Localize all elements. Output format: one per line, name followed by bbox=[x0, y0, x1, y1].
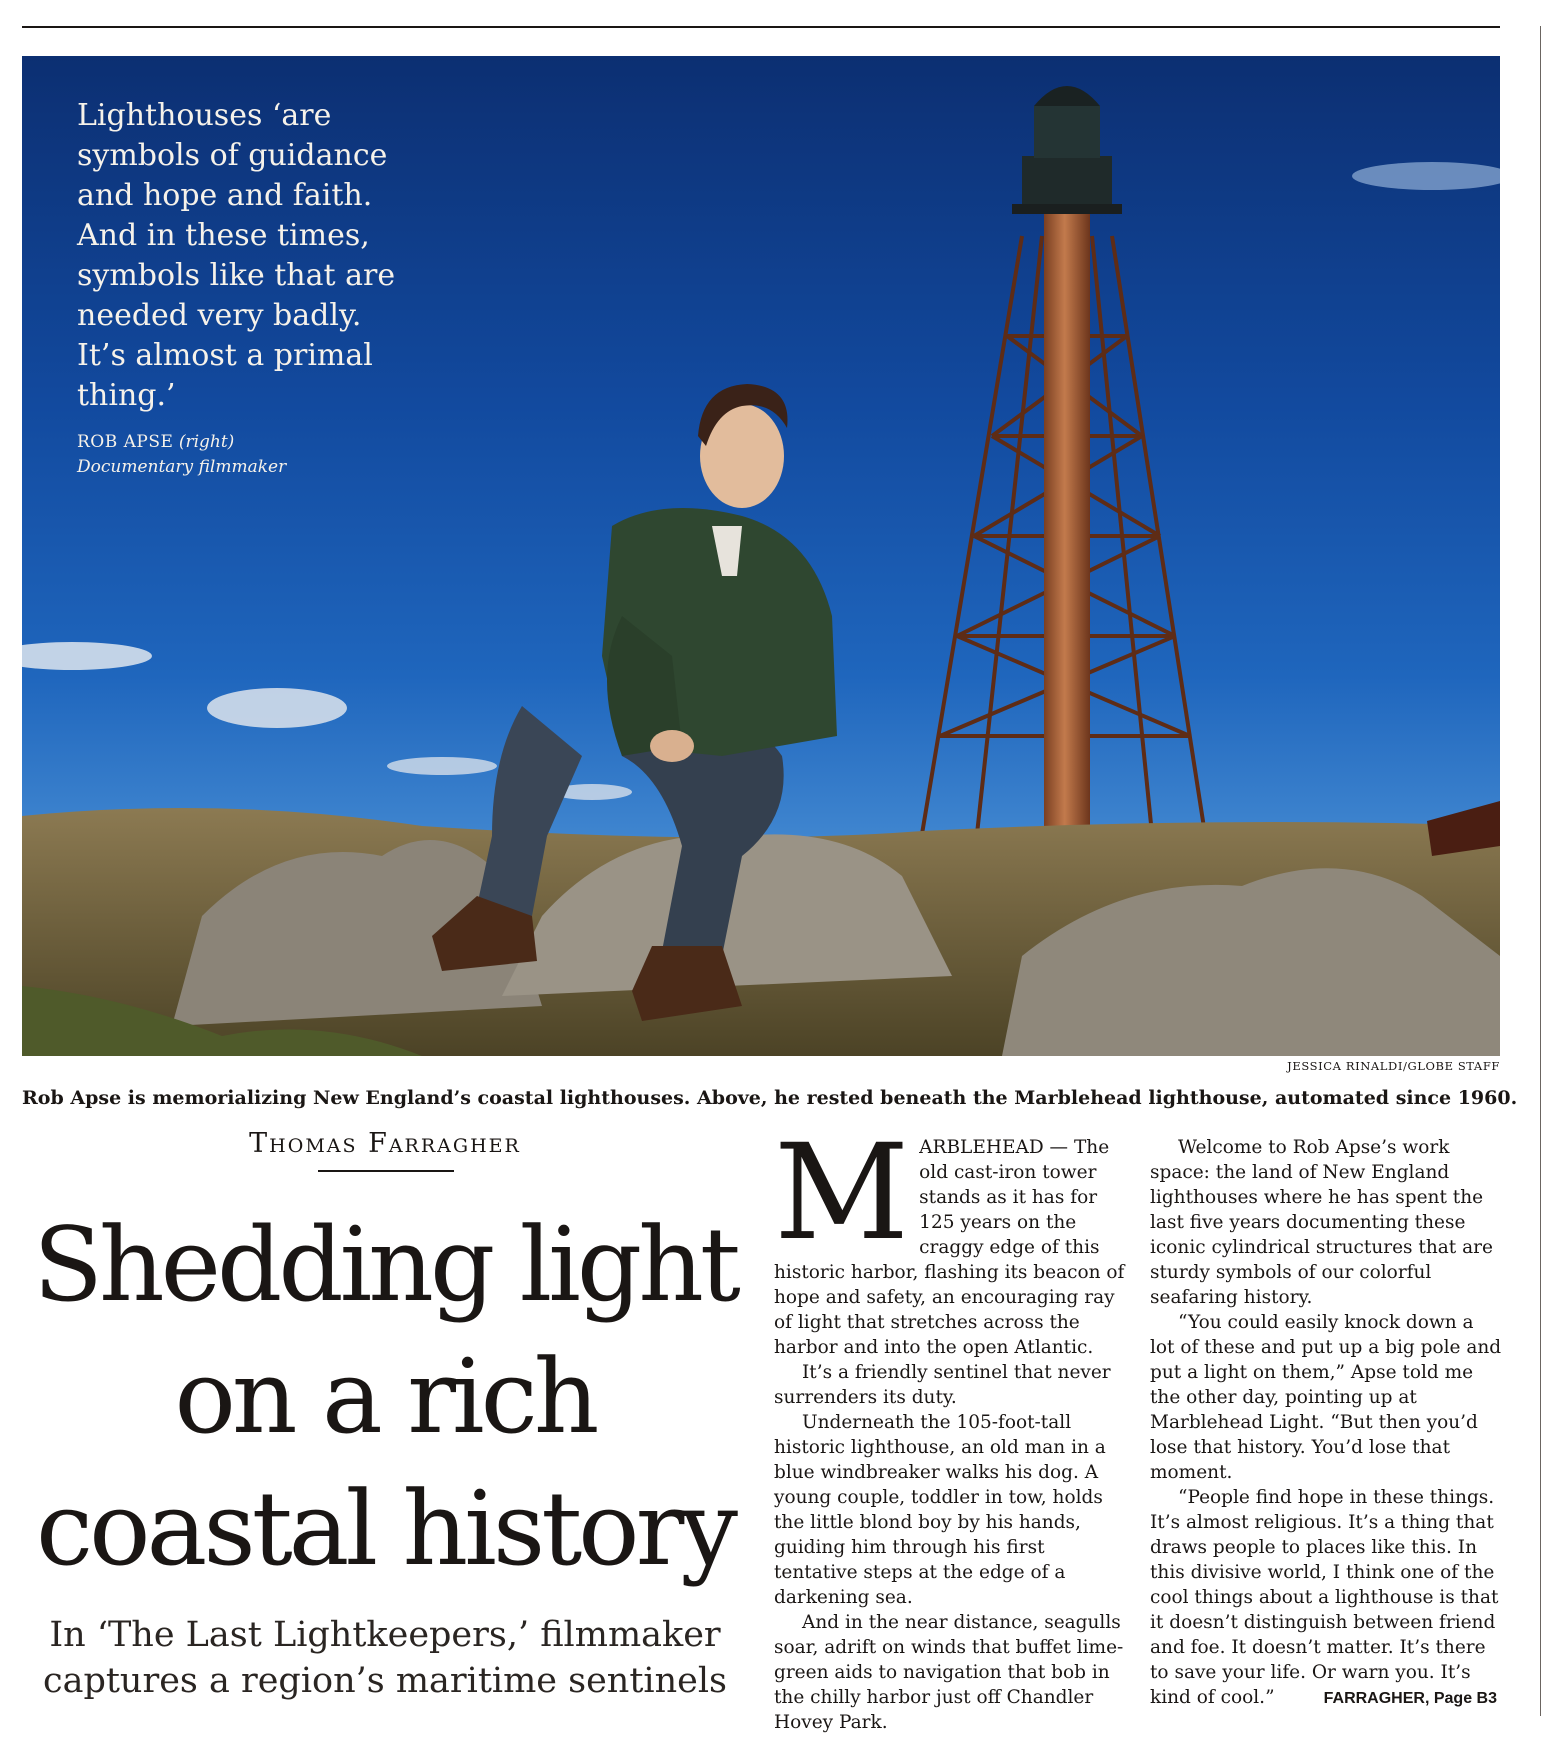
drop-cap: M bbox=[774, 1116, 910, 1270]
paragraph: Underneath the 105-foot-tall historic lighthouse, an old man in a blue windbreaker walks his dog. A young couple, toddler in tow, holds the little blond boy by his hands, guiding him through his first tentative steps at the edge of a darkening sea. bbox=[774, 1412, 1106, 1608]
lead-text: ARBLEHEAD — The old cast-iron tower stands as it has for 125 years on the craggy edge of this historic harbor, flashing its beacon of hope and safety, an encouraging ray of light that stretches across the harbor and into the open Atlantic. bbox=[774, 1137, 1125, 1358]
attribution-note: (right) bbox=[178, 432, 235, 452]
column-rule bbox=[1540, 26, 1541, 1716]
paragraph: Welcome to Rob Apse’s work space: the land of New England lighthouses where he has spent the last five years documenting these iconic cylindrical structures that are sturdy symbols of our colorful seafaring history. bbox=[1150, 1137, 1493, 1308]
attribution-name: ROB APSE bbox=[77, 432, 174, 452]
article-column-1 bbox=[774, 1116, 1126, 1735]
paragraph: “You could easily knock down a lot of these and put up a big pole and put a light on them,” Apse told me the other day, pointing up at Marblehead Light. “But then you’d lose that history. You’d lose that moment. bbox=[1150, 1312, 1502, 1483]
pull-quote-attribution bbox=[77, 430, 407, 480]
headline: Shedding light on a rich coastal history bbox=[33, 1206, 737, 1589]
photo-credit: JESSICA RINALDI/GLOBE STAFF bbox=[1287, 1059, 1500, 1073]
paragraph: It’s a friendly sentinel that never surrenders its duty. bbox=[774, 1362, 1111, 1408]
byline-rule bbox=[318, 1170, 454, 1172]
pull-quote bbox=[77, 96, 407, 480]
photo-caption: Rob Apse is memorializing New England’s coastal lighthouses. Above, he rested beneath the Marblehead lighthouse, automated since 1960. bbox=[22, 1087, 1518, 1109]
lighthouse-photo bbox=[22, 56, 1500, 1056]
pull-quote-text: Lighthouses ‘are symbols of guidance and hope and faith. And in these times, symbols like that are needed very badly. It’s almost a primal thing.’ bbox=[77, 98, 396, 413]
lead-paragraph bbox=[774, 1116, 1126, 1360]
paragraph: “People find hope in these things. It’s almost religious. It’s a thing that draws people to places like this. In this divisive world, I think one of the cool things about a lighthouse is that it doesn’t distinguish between friend and foe. It doesn’t matter. It’s there to save your life. Or warn you. It’s kind of cool.” bbox=[1150, 1487, 1499, 1708]
top-rule bbox=[22, 26, 1500, 28]
deck: In ‘The Last Lightkeepers,’ filmmaker captures a region’s maritime sentinels bbox=[42, 1615, 728, 1701]
article-column-2 bbox=[1150, 1135, 1502, 1710]
attribution-title: Documentary filmmaker bbox=[77, 457, 287, 477]
jump-line[interactable]: FARRAGHER, Page B3 bbox=[1323, 1690, 1497, 1707]
paragraph: And in the near distance, seagulls soar, adrift on winds that buffet lime-green aids to navigation that bob in the chilly harbor just off Chandler Hovey Park. bbox=[774, 1612, 1124, 1733]
byline: Thomas Farragher bbox=[249, 1128, 521, 1159]
